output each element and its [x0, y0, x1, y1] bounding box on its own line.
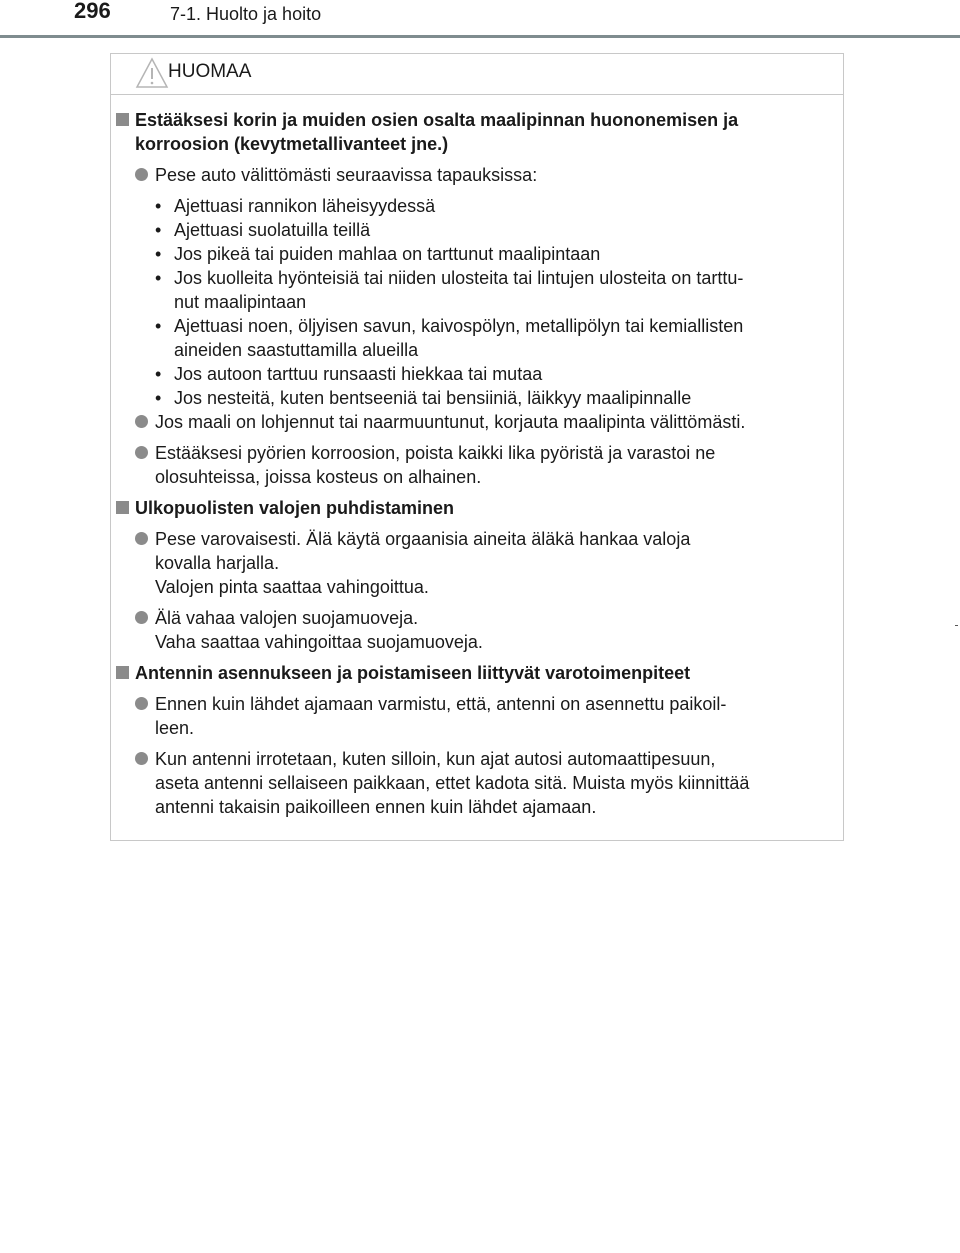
list-item — [111, 692, 843, 740]
dot-bullet-icon: • — [155, 316, 162, 336]
sub-list-item — [111, 266, 835, 314]
notice-box — [110, 53, 844, 841]
circle-bullet-icon — [135, 168, 148, 181]
square-bullet-icon — [116, 501, 129, 514]
text-line: Estääksesi korin ja muiden osien osalta maalipinnan huononemisen ja — [135, 110, 739, 130]
sub-list-item — [111, 242, 835, 266]
section-exterior-lights — [111, 496, 843, 654]
section-antenna — [111, 661, 843, 819]
circle-bullet-icon — [135, 532, 148, 545]
text-line: Estääksesi pyörien korroosion, poista kaikki lika pyöristä ja varastoi ne — [155, 443, 716, 463]
text-line: Jos pikeä tai puiden mahlaa on tarttunut maalipintaan — [174, 244, 601, 264]
edge-mark — [955, 625, 958, 626]
text-line: Valojen pinta saattaa vahingoittua. — [155, 577, 429, 597]
text-line: Pese auto välittömästi seuraavissa tapauksissa: — [155, 165, 538, 185]
sub-list-item — [111, 314, 835, 362]
dot-bullet-icon: • — [155, 196, 162, 216]
list-item — [111, 410, 843, 434]
text-line: Jos kuolleita hyönteisiä tai niiden ulosteita tai lintujen ulosteita on tarttu- — [174, 268, 744, 288]
circle-bullet-icon — [135, 697, 148, 710]
notice-header — [111, 54, 843, 95]
section-heading — [111, 108, 843, 156]
circle-bullet-icon — [135, 611, 148, 624]
dot-bullet-icon: • — [155, 364, 162, 384]
header-rule — [0, 35, 960, 38]
text-line: Ajettuasi noen, öljyisen savun, kaivospölyn, metallipölyn tai kemiallisten — [174, 316, 744, 336]
text-line: Kun antenni irrotetaan, kuten silloin, kun ajat autosi automaattipesuun, — [155, 749, 716, 769]
text-line: Ajettuasi suolatuilla teillä — [174, 220, 371, 240]
text-line: aineiden saastuttamilla alueilla — [174, 340, 419, 360]
list-item — [111, 606, 843, 654]
text-line: leen. — [155, 718, 195, 738]
text-line: Jos nesteitä, kuten bentseeniä tai bensiiniä, läikkyy maalipinnalle — [174, 388, 692, 408]
list-item — [111, 163, 843, 410]
text-line: Ulkopuolisten valojen puhdistaminen — [135, 498, 455, 518]
section-heading — [111, 496, 843, 520]
page-number: 296 — [74, 0, 111, 23]
text-line: korroosion (kevytmetallivanteet jne.) — [135, 134, 449, 154]
square-bullet-icon — [116, 666, 129, 679]
dot-bullet-icon: • — [155, 388, 162, 408]
text-line: nut maalipintaan — [174, 292, 307, 312]
text-line: Ennen kuin lähdet ajamaan varmistu, että, antenni on asennettu paikoil- — [155, 694, 727, 714]
text-line: Älä vahaa valojen suojamuoveja. — [155, 608, 419, 628]
text-line: Ajettuasi rannikon läheisyydessä — [174, 196, 436, 216]
list-item — [111, 441, 843, 489]
text-line: aseta antenni sellaiseen paikkaan, ettet kadota sitä. Muista myös kiinnittää — [155, 773, 750, 793]
list-item — [111, 527, 843, 599]
section-heading — [111, 661, 843, 685]
sub-list — [111, 194, 835, 410]
text-line: Pese varovaisesti. Älä käytä orgaanisia aineita äläkä hankaa valoja — [155, 529, 691, 549]
circle-bullet-icon — [135, 415, 148, 428]
circle-bullet-icon — [135, 752, 148, 765]
circle-bullet-icon — [135, 446, 148, 459]
text-line: Vaha saattaa vahingoittaa suojamuoveja. — [155, 632, 483, 652]
text-line: Antennin asennukseen ja poistamiseen liittyvät varotoimenpiteet — [135, 663, 691, 683]
text-line: olosuhteissa, joissa kosteus on alhainen. — [155, 467, 482, 487]
text-line: antenni takaisin paikoilleen ennen kuin lähdet ajamaan. — [155, 797, 597, 817]
text-line: Jos maali on lohjennut tai naarmuuntunut, korjauta maalipinta välittömästi. — [155, 412, 746, 432]
list-item — [111, 747, 843, 819]
notice-title: HUOMAA — [168, 61, 252, 82]
text-line: kovalla harjalla. — [155, 553, 280, 573]
square-bullet-icon — [116, 113, 129, 126]
sub-list-item — [111, 194, 835, 218]
section-paint-protection — [111, 108, 843, 489]
dot-bullet-icon: • — [155, 220, 162, 240]
chapter-title: 7-1. Huolto ja hoito — [170, 4, 322, 24]
sub-list-item — [111, 386, 835, 410]
dot-bullet-icon: • — [155, 244, 162, 264]
sub-list-item — [111, 218, 835, 242]
sub-list-item — [111, 362, 835, 386]
notice-body — [111, 108, 843, 819]
text-line: Jos autoon tarttuu runsaasti hiekkaa tai mutaa — [174, 364, 543, 384]
warning-triangle-icon — [135, 57, 169, 89]
dot-bullet-icon: • — [155, 268, 162, 288]
